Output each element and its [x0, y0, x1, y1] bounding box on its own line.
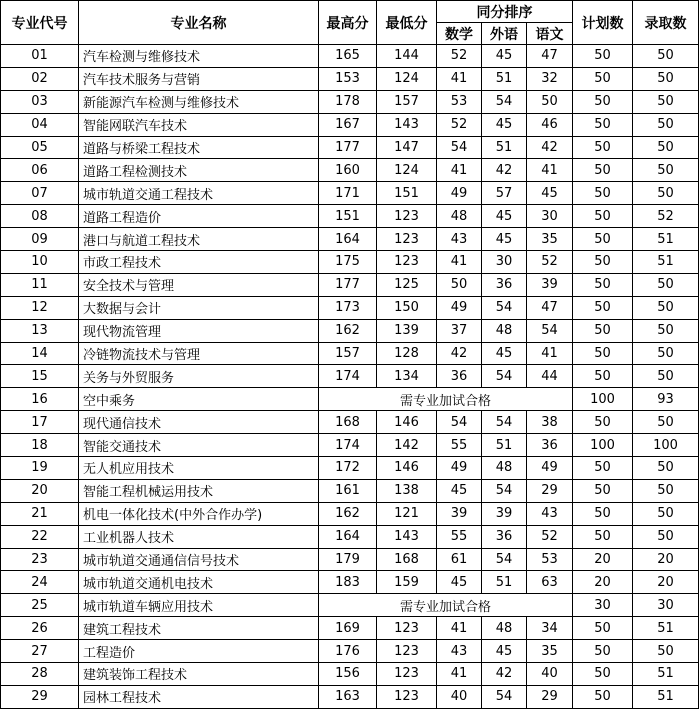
cell-chinese: 36 [527, 434, 573, 457]
table-row [1, 67, 699, 90]
cell-math: 52 [437, 113, 482, 136]
cell-math: 53 [437, 90, 482, 113]
table-row [1, 525, 699, 548]
cell-foreign: 48 [482, 617, 527, 640]
cell-max: 162 [319, 319, 377, 342]
cell-code: 23 [1, 548, 79, 571]
cell-admit: 50 [633, 136, 699, 159]
cell-foreign: 48 [482, 319, 527, 342]
header-plan: 计划数 [573, 1, 633, 45]
cell-min: 123 [377, 617, 437, 640]
cell-plan: 50 [573, 685, 633, 708]
cell-foreign: 54 [482, 548, 527, 571]
cell-math: 55 [437, 434, 482, 457]
cell-max: 156 [319, 663, 377, 686]
cell-code: 10 [1, 251, 79, 274]
cell-math: 54 [437, 411, 482, 434]
cell-chinese: 41 [527, 342, 573, 365]
header-row [1, 1, 699, 23]
cell-chinese: 63 [527, 571, 573, 594]
cell-name: 建筑装饰工程技术 [79, 663, 319, 686]
table-row [1, 640, 699, 663]
cell-math: 41 [437, 251, 482, 274]
cell-admit: 100 [633, 434, 699, 457]
cell-chinese: 35 [527, 228, 573, 251]
cell-foreign: 42 [482, 663, 527, 686]
cell-code: 22 [1, 525, 79, 548]
cell-admit: 30 [633, 594, 699, 617]
cell-name: 城市轨道交通通信信号技术 [79, 548, 319, 571]
cell-admit: 50 [633, 319, 699, 342]
table-row [1, 411, 699, 434]
cell-admit: 50 [633, 182, 699, 205]
cell-name: 冷链物流技术与管理 [79, 342, 319, 365]
cell-name: 机电一体化技术(中外合作办学) [79, 502, 319, 525]
cell-foreign: 36 [482, 525, 527, 548]
cell-max: 174 [319, 434, 377, 457]
cell-math: 43 [437, 228, 482, 251]
cell-chinese: 42 [527, 136, 573, 159]
cell-math: 37 [437, 319, 482, 342]
cell-code: 08 [1, 205, 79, 228]
table-row [1, 205, 699, 228]
header-tie: 同分排序 [437, 1, 573, 23]
cell-foreign: 54 [482, 685, 527, 708]
cell-max: 164 [319, 525, 377, 548]
cell-admit: 50 [633, 90, 699, 113]
cell-min: 144 [377, 45, 437, 68]
cell-admit: 51 [633, 617, 699, 640]
cell-foreign: 42 [482, 159, 527, 182]
cell-max: 165 [319, 45, 377, 68]
cell-max: 178 [319, 90, 377, 113]
cell-min: 121 [377, 502, 437, 525]
cell-chinese: 53 [527, 548, 573, 571]
cell-name: 道路与桥梁工程技术 [79, 136, 319, 159]
cell-math: 36 [437, 365, 482, 388]
cell-admit: 51 [633, 228, 699, 251]
cell-name: 港口与航道工程技术 [79, 228, 319, 251]
table-row [1, 113, 699, 136]
cell-name: 智能网联汽车技术 [79, 113, 319, 136]
cell-plan: 50 [573, 228, 633, 251]
cell-max: 173 [319, 296, 377, 319]
table-row [1, 663, 699, 686]
cell-name: 工业机器人技术 [79, 525, 319, 548]
table-row [1, 136, 699, 159]
cell-math: 41 [437, 67, 482, 90]
cell-foreign: 30 [482, 251, 527, 274]
header-chinese: 语文 [527, 23, 573, 45]
cell-name: 城市轨道车辆应用技术 [79, 594, 319, 617]
cell-plan: 50 [573, 663, 633, 686]
cell-note: 需专业加试合格 [319, 388, 573, 411]
cell-code: 07 [1, 182, 79, 205]
cell-math: 41 [437, 617, 482, 640]
cell-chinese: 49 [527, 457, 573, 480]
cell-code: 17 [1, 411, 79, 434]
header-foreign: 外语 [482, 23, 527, 45]
cell-math: 39 [437, 502, 482, 525]
header-admit: 录取数 [633, 1, 699, 45]
cell-code: 21 [1, 502, 79, 525]
cell-foreign: 45 [482, 205, 527, 228]
cell-min: 142 [377, 434, 437, 457]
cell-chinese: 39 [527, 273, 573, 296]
cell-name: 空中乘务 [79, 388, 319, 411]
cell-admit: 50 [633, 502, 699, 525]
cell-name: 现代通信技术 [79, 411, 319, 434]
cell-chinese: 47 [527, 45, 573, 68]
cell-code: 16 [1, 388, 79, 411]
cell-plan: 50 [573, 45, 633, 68]
cell-chinese: 47 [527, 296, 573, 319]
table-row [1, 159, 699, 182]
table-row [1, 571, 699, 594]
cell-code: 05 [1, 136, 79, 159]
cell-admit: 50 [633, 296, 699, 319]
cell-min: 138 [377, 479, 437, 502]
table-body [1, 45, 699, 709]
cell-min: 134 [377, 365, 437, 388]
cell-min: 157 [377, 90, 437, 113]
cell-code: 28 [1, 663, 79, 686]
cell-code: 01 [1, 45, 79, 68]
table-row [1, 502, 699, 525]
cell-plan: 50 [573, 136, 633, 159]
cell-max: 176 [319, 640, 377, 663]
cell-name: 道路工程造价 [79, 205, 319, 228]
cell-chinese: 38 [527, 411, 573, 434]
cell-foreign: 39 [482, 502, 527, 525]
cell-plan: 50 [573, 205, 633, 228]
cell-max: 175 [319, 251, 377, 274]
cell-name: 道路工程检测技术 [79, 159, 319, 182]
table-row [1, 479, 699, 502]
cell-code: 27 [1, 640, 79, 663]
table-row [1, 434, 699, 457]
cell-chinese: 50 [527, 90, 573, 113]
cell-admit: 93 [633, 388, 699, 411]
cell-chinese: 35 [527, 640, 573, 663]
cell-max: 171 [319, 182, 377, 205]
cell-code: 09 [1, 228, 79, 251]
cell-foreign: 54 [482, 479, 527, 502]
cell-name: 智能交通技术 [79, 434, 319, 457]
cell-foreign: 51 [482, 571, 527, 594]
cell-math: 41 [437, 159, 482, 182]
table-row [1, 182, 699, 205]
cell-admit: 50 [633, 273, 699, 296]
cell-admit: 50 [633, 159, 699, 182]
cell-math: 49 [437, 457, 482, 480]
cell-chinese: 32 [527, 67, 573, 90]
cell-code: 25 [1, 594, 79, 617]
cell-min: 123 [377, 251, 437, 274]
cell-chinese: 29 [527, 479, 573, 502]
cell-math: 43 [437, 640, 482, 663]
cell-max: 183 [319, 571, 377, 594]
cell-plan: 50 [573, 90, 633, 113]
cell-foreign: 51 [482, 67, 527, 90]
cell-foreign: 54 [482, 90, 527, 113]
cell-min: 151 [377, 182, 437, 205]
cell-chinese: 41 [527, 159, 573, 182]
cell-name: 无人机应用技术 [79, 457, 319, 480]
cell-chinese: 52 [527, 525, 573, 548]
cell-min: 124 [377, 159, 437, 182]
cell-math: 55 [437, 525, 482, 548]
cell-foreign: 45 [482, 113, 527, 136]
cell-max: 167 [319, 113, 377, 136]
cell-code: 12 [1, 296, 79, 319]
cell-admit: 50 [633, 45, 699, 68]
cell-plan: 50 [573, 457, 633, 480]
cell-foreign: 48 [482, 457, 527, 480]
cell-math: 45 [437, 571, 482, 594]
cell-name: 园林工程技术 [79, 685, 319, 708]
cell-max: 177 [319, 136, 377, 159]
cell-min: 123 [377, 228, 437, 251]
cell-chinese: 45 [527, 182, 573, 205]
table-row [1, 388, 699, 411]
cell-name: 大数据与会计 [79, 296, 319, 319]
cell-max: 151 [319, 205, 377, 228]
cell-code: 26 [1, 617, 79, 640]
cell-admit: 50 [633, 457, 699, 480]
cell-chinese: 52 [527, 251, 573, 274]
cell-max: 164 [319, 228, 377, 251]
cell-code: 06 [1, 159, 79, 182]
cell-admit: 51 [633, 663, 699, 686]
cell-plan: 100 [573, 434, 633, 457]
cell-plan: 50 [573, 617, 633, 640]
cell-code: 15 [1, 365, 79, 388]
cell-foreign: 54 [482, 411, 527, 434]
header-max: 最高分 [319, 1, 377, 45]
cell-math: 52 [437, 45, 482, 68]
cell-min: 128 [377, 342, 437, 365]
cell-name: 汽车检测与维修技术 [79, 45, 319, 68]
cell-max: 169 [319, 617, 377, 640]
cell-code: 20 [1, 479, 79, 502]
cell-max: 161 [319, 479, 377, 502]
cell-plan: 50 [573, 640, 633, 663]
cell-code: 02 [1, 67, 79, 90]
cell-code: 18 [1, 434, 79, 457]
cell-min: 123 [377, 205, 437, 228]
cell-plan: 50 [573, 319, 633, 342]
cell-math: 48 [437, 205, 482, 228]
cell-max: 162 [319, 502, 377, 525]
table-row [1, 685, 699, 708]
cell-admit: 50 [633, 411, 699, 434]
cell-math: 50 [437, 273, 482, 296]
cell-admit: 50 [633, 342, 699, 365]
cell-foreign: 45 [482, 45, 527, 68]
cell-foreign: 45 [482, 640, 527, 663]
table-row [1, 273, 699, 296]
table-row [1, 617, 699, 640]
cell-min: 123 [377, 640, 437, 663]
cell-min: 139 [377, 319, 437, 342]
cell-plan: 50 [573, 502, 633, 525]
cell-chinese: 34 [527, 617, 573, 640]
cell-plan: 20 [573, 548, 633, 571]
table-row [1, 365, 699, 388]
cell-max: 157 [319, 342, 377, 365]
cell-name: 安全技术与管理 [79, 273, 319, 296]
cell-min: 123 [377, 663, 437, 686]
cell-admit: 52 [633, 205, 699, 228]
cell-min: 143 [377, 525, 437, 548]
cell-min: 146 [377, 411, 437, 434]
cell-min: 168 [377, 548, 437, 571]
cell-chinese: 30 [527, 205, 573, 228]
cell-admit: 20 [633, 571, 699, 594]
header-code: 专业代号 [1, 1, 79, 45]
cell-foreign: 57 [482, 182, 527, 205]
header-math: 数学 [437, 23, 482, 45]
cell-chinese: 44 [527, 365, 573, 388]
cell-min: 124 [377, 67, 437, 90]
header-min: 最低分 [377, 1, 437, 45]
cell-plan: 50 [573, 67, 633, 90]
cell-foreign: 45 [482, 228, 527, 251]
cell-admit: 50 [633, 525, 699, 548]
cell-plan: 50 [573, 182, 633, 205]
cell-name: 工程造价 [79, 640, 319, 663]
cell-admit: 50 [633, 640, 699, 663]
cell-min: 147 [377, 136, 437, 159]
cell-code: 04 [1, 113, 79, 136]
cell-plan: 50 [573, 296, 633, 319]
table-row [1, 296, 699, 319]
cell-name: 新能源汽车检测与维修技术 [79, 90, 319, 113]
cell-plan: 50 [573, 159, 633, 182]
cell-name: 城市轨道交通工程技术 [79, 182, 319, 205]
cell-plan: 50 [573, 525, 633, 548]
cell-max: 163 [319, 685, 377, 708]
cell-code: 03 [1, 90, 79, 113]
cell-plan: 50 [573, 365, 633, 388]
cell-foreign: 36 [482, 273, 527, 296]
cell-name: 汽车技术服务与营销 [79, 67, 319, 90]
cell-chinese: 54 [527, 319, 573, 342]
cell-math: 49 [437, 182, 482, 205]
cell-name: 现代物流管理 [79, 319, 319, 342]
cell-plan: 30 [573, 594, 633, 617]
cell-max: 179 [319, 548, 377, 571]
cell-name: 智能工程机械运用技术 [79, 479, 319, 502]
header-name: 专业名称 [79, 1, 319, 45]
cell-admit: 20 [633, 548, 699, 571]
cell-code: 13 [1, 319, 79, 342]
cell-chinese: 43 [527, 502, 573, 525]
cell-foreign: 51 [482, 136, 527, 159]
cell-math: 42 [437, 342, 482, 365]
cell-admit: 50 [633, 365, 699, 388]
table-row [1, 319, 699, 342]
cell-chinese: 40 [527, 663, 573, 686]
cell-min: 150 [377, 296, 437, 319]
table-row [1, 594, 699, 617]
cell-math: 49 [437, 296, 482, 319]
cell-max: 153 [319, 67, 377, 90]
cell-chinese: 29 [527, 685, 573, 708]
table-row [1, 548, 699, 571]
cell-note: 需专业加试合格 [319, 594, 573, 617]
table-row [1, 228, 699, 251]
cell-name: 关务与外贸服务 [79, 365, 319, 388]
table-row [1, 342, 699, 365]
cell-name: 市政工程技术 [79, 251, 319, 274]
cell-plan: 20 [573, 571, 633, 594]
cell-plan: 100 [573, 388, 633, 411]
cell-code: 19 [1, 457, 79, 480]
cell-foreign: 45 [482, 342, 527, 365]
cell-chinese: 46 [527, 113, 573, 136]
cell-max: 160 [319, 159, 377, 182]
cell-code: 29 [1, 685, 79, 708]
cell-plan: 50 [573, 113, 633, 136]
cell-code: 14 [1, 342, 79, 365]
cell-max: 172 [319, 457, 377, 480]
cell-admit: 51 [633, 685, 699, 708]
cell-min: 123 [377, 685, 437, 708]
cell-name: 城市轨道交通机电技术 [79, 571, 319, 594]
cell-max: 168 [319, 411, 377, 434]
cell-plan: 50 [573, 479, 633, 502]
cell-min: 125 [377, 273, 437, 296]
cell-plan: 50 [573, 342, 633, 365]
cell-math: 54 [437, 136, 482, 159]
cell-foreign: 54 [482, 296, 527, 319]
table-row [1, 90, 699, 113]
cell-math: 41 [437, 663, 482, 686]
cell-code: 11 [1, 273, 79, 296]
cell-max: 174 [319, 365, 377, 388]
cell-plan: 50 [573, 251, 633, 274]
cell-plan: 50 [573, 273, 633, 296]
cell-min: 159 [377, 571, 437, 594]
cell-admit: 50 [633, 113, 699, 136]
table-row [1, 457, 699, 480]
cell-max: 177 [319, 273, 377, 296]
cell-math: 61 [437, 548, 482, 571]
cell-math: 40 [437, 685, 482, 708]
cell-min: 143 [377, 113, 437, 136]
table-row [1, 251, 699, 274]
cell-foreign: 51 [482, 434, 527, 457]
cell-name: 建筑工程技术 [79, 617, 319, 640]
cell-math: 45 [437, 479, 482, 502]
cell-admit: 50 [633, 67, 699, 90]
cell-code: 24 [1, 571, 79, 594]
cell-admit: 51 [633, 251, 699, 274]
cell-plan: 50 [573, 411, 633, 434]
table-row [1, 45, 699, 68]
cell-admit: 50 [633, 479, 699, 502]
cell-min: 146 [377, 457, 437, 480]
cell-foreign: 54 [482, 365, 527, 388]
